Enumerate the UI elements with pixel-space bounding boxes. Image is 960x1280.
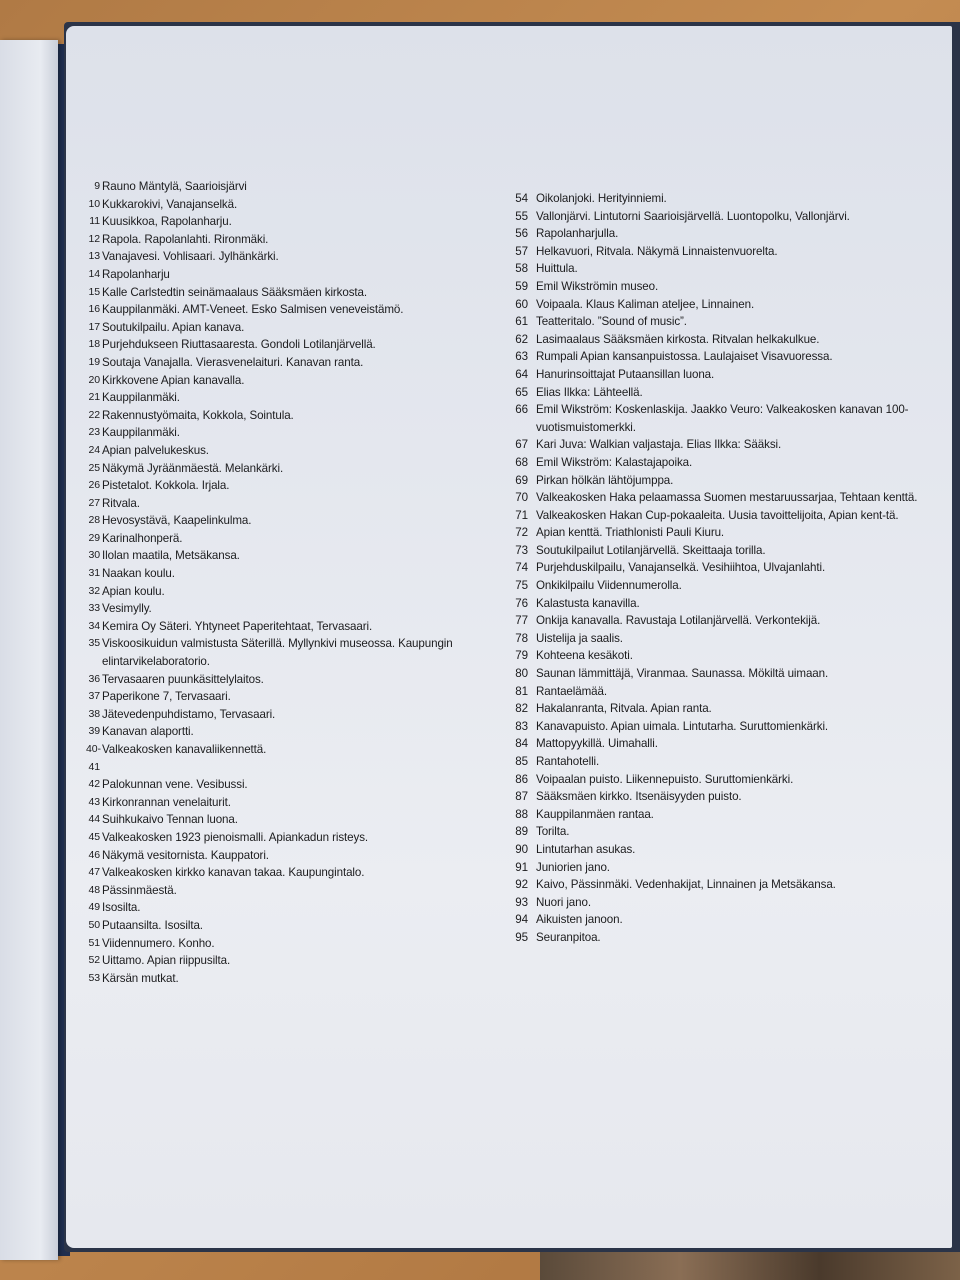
- page-number: 13: [88, 250, 100, 263]
- caption-entry: [86, 301, 506, 319]
- caption-text: Rapola. Rapolanlahti. Rironmäki.: [102, 232, 269, 246]
- page-number: 89: [515, 825, 528, 839]
- caption-text: Suihkukaivo Tennan luona.: [102, 813, 238, 827]
- caption-entry: [512, 331, 932, 349]
- caption-entry: [512, 771, 932, 789]
- caption-text: Vanajavesi. Vohlisaari. Jylhänkärki.: [102, 250, 279, 264]
- page-number: 51: [88, 936, 100, 949]
- caption-text: Ritvala.: [102, 496, 140, 510]
- caption-entry: [86, 776, 506, 794]
- caption-text: Kärsän mutkat.: [102, 971, 179, 985]
- page-number: 93: [515, 895, 528, 909]
- page-number: 18: [88, 338, 100, 351]
- caption-entry: [86, 460, 506, 478]
- caption-entry: [512, 929, 932, 947]
- caption-text: Kirkonrannan venelaiturit.: [102, 795, 231, 809]
- caption-entry: [86, 635, 506, 670]
- page-number: 28: [88, 514, 100, 527]
- page-number: 65: [515, 385, 528, 399]
- caption-entry: [512, 595, 932, 613]
- caption-entry: [512, 735, 932, 753]
- page-number: 43: [88, 795, 100, 808]
- caption-text: Vesimylly.: [102, 602, 152, 616]
- caption-entry: [86, 618, 506, 636]
- caption-text: Purjehdukseen Riuttasaaresta. Gondoli Lotilanjärvellä.: [102, 338, 376, 352]
- page-number: 61: [515, 315, 528, 329]
- caption-entry: [86, 389, 506, 407]
- caption-entry: [512, 700, 932, 718]
- caption-entry: [86, 794, 506, 812]
- page-number: 29: [88, 531, 100, 544]
- page-number: 62: [515, 332, 528, 346]
- caption-text: Soutukilpailu. Apian kanava.: [102, 320, 245, 334]
- caption-entry: [512, 401, 932, 436]
- caption-text: Kari Juva: Walkian valjastaja. Elias Ilkka: Sääksi.: [536, 438, 782, 452]
- caption-entry: [512, 489, 932, 507]
- caption-text: Näkymä vesitornista. Kauppatori.: [102, 848, 269, 862]
- page-number: 52: [88, 954, 100, 967]
- caption-text: Elias Ilkka: Lähteellä.: [536, 385, 643, 399]
- page-number: 39: [88, 725, 100, 738]
- page-number: 82: [515, 702, 528, 716]
- caption-entry: [512, 208, 932, 226]
- caption-entry: [86, 829, 506, 847]
- caption-text: Rauno Mäntylä, Saarioisjärvi: [102, 180, 247, 193]
- caption-entry: [86, 354, 506, 372]
- caption-entry: [512, 507, 932, 525]
- page-number: 72: [515, 526, 528, 540]
- page-number: 48: [88, 883, 100, 896]
- page-number: 17: [88, 320, 100, 333]
- page-number: 63: [515, 350, 528, 364]
- caption-entry: [86, 741, 506, 776]
- caption-entry: [86, 811, 506, 829]
- page-number: 59: [515, 279, 528, 293]
- page-number: 56: [515, 227, 528, 241]
- page-number: 64: [515, 367, 528, 381]
- page-number: 70: [515, 491, 528, 505]
- page-number: 85: [515, 755, 528, 768]
- caption-entry: [86, 935, 506, 953]
- caption-text: Kuusikkoa, Rapolanharju.: [102, 215, 232, 229]
- page-number: 54: [515, 192, 528, 205]
- caption-text: Helkavuori, Ritvala. Näkymä Linnaistenvuorelta.: [536, 244, 778, 258]
- page-number: 71: [515, 508, 528, 522]
- caption-entry: [86, 319, 506, 337]
- caption-entry: [512, 911, 932, 929]
- caption-text: Saunan lämmittäjä, Viranmaa. Saunassa. Mökiltä uimaan.: [536, 667, 829, 681]
- caption-text: Kemira Oy Säteri. Yhtyneet Paperitehtaat, Tervasaari.: [102, 619, 373, 633]
- caption-entry: [512, 859, 932, 877]
- caption-entry: [86, 266, 506, 284]
- caption-text: Apian kenttä. Triathlonisti Pauli Kiuru.: [536, 526, 725, 540]
- caption-entry: [86, 407, 506, 425]
- page-number: 53: [88, 971, 100, 984]
- caption-entry: [512, 313, 932, 331]
- caption-entry: [512, 384, 932, 402]
- caption-text: Onkikilpailu Viidennumerolla.: [536, 579, 682, 593]
- caption-entry: [512, 296, 932, 314]
- caption-entry: [86, 477, 506, 495]
- page-number: 67: [515, 438, 528, 452]
- caption-entry: [512, 260, 932, 278]
- caption-entry: [512, 454, 932, 472]
- caption-text: Pässinmäestä.: [102, 883, 177, 897]
- caption-entry: [512, 894, 932, 912]
- page-number: 21: [88, 391, 100, 404]
- caption-text: Valkeakosken kirkko kanavan takaa. Kaupungintalo.: [102, 866, 365, 880]
- page-number: 32: [88, 584, 100, 597]
- caption-entry: [86, 864, 506, 882]
- caption-text: Vallonjärvi. Lintutorni Saarioisjärvellä. Luontopolku, Vallonjärvi.: [536, 209, 850, 223]
- caption-entry: [512, 577, 932, 595]
- caption-text: Huittula.: [536, 262, 578, 276]
- page-number: 11: [89, 215, 100, 228]
- caption-entry: [86, 196, 506, 214]
- caption-text: Viskoosikuidun valmistusta Säterillä. Myllynkivi museossa. Kaupungin elintarvikelaboratorio.: [102, 637, 456, 669]
- page-number: 73: [515, 543, 528, 557]
- caption-text: Kukkarokivi, Vanajanselkä.: [102, 197, 238, 211]
- page-number: 74: [515, 561, 528, 575]
- page-number: 38: [88, 707, 100, 720]
- caption-text: Palokunnan vene. Vesibussi.: [102, 778, 248, 792]
- caption-text: Rapolanharju: [102, 267, 170, 281]
- caption-text: Rantahotelli.: [536, 755, 600, 768]
- caption-entry: [512, 524, 932, 542]
- caption-text: Hakalanranta, Ritvala. Apian ranta.: [536, 702, 712, 716]
- caption-text: Viidennumero. Konho.: [102, 936, 215, 950]
- left-page-edge: [0, 40, 58, 1260]
- caption-text: Putaansilta. Isosilta.: [102, 918, 203, 932]
- page-number: 57: [515, 244, 528, 258]
- caption-text: Purjehduskilpailu, Vanajanselkä. Vesihiihtoa, Ulvajanlahti.: [536, 561, 826, 575]
- caption-entry: [86, 565, 506, 583]
- caption-text: Pistetalot. Kokkola. Irjala.: [102, 479, 230, 493]
- caption-text: Apian koulu.: [102, 584, 165, 598]
- page-number: 23: [88, 426, 100, 439]
- caption-text: Emil Wikström: Koskenlaskija. Jaakko Veuro: Valkeakosken kanavan 100-vuotismuistomerkki.: [536, 403, 909, 434]
- page-number: 15: [88, 285, 100, 298]
- caption-entry: [512, 472, 932, 490]
- caption-entry: [86, 723, 506, 741]
- page-number: 90: [515, 842, 528, 856]
- caption-text: Seuranpitoa.: [536, 930, 601, 944]
- caption-entry: [86, 899, 506, 917]
- caption-entry: [86, 424, 506, 442]
- caption-text: Rapolanharjulla.: [536, 227, 619, 241]
- caption-text: Rantaelämää.: [536, 684, 607, 698]
- caption-entry: [86, 231, 506, 249]
- page-number: 36: [88, 672, 100, 685]
- page-number: 92: [515, 878, 528, 892]
- caption-text: Voipaala. Klaus Kaliman ateljee, Linnainen.: [536, 297, 755, 311]
- caption-entry: [512, 348, 932, 366]
- caption-text: Lintutarhan asukas.: [536, 842, 636, 856]
- page-number: 81: [515, 684, 528, 698]
- page-number: 94: [515, 913, 528, 927]
- caption-entry: [512, 225, 932, 243]
- caption-text: Kanavapuisto. Apian uimala. Lintutarha. Suruttomienkärki.: [536, 719, 829, 733]
- caption-entry: [86, 583, 506, 601]
- page-number: 20: [88, 373, 100, 386]
- caption-entry: [512, 823, 932, 841]
- caption-text: Kauppilanmäki.: [102, 391, 180, 405]
- caption-text: Kohteena kesäkoti.: [536, 649, 633, 663]
- page-number: 75: [515, 579, 528, 593]
- caption-text: Kauppilanmäen rantaa.: [536, 807, 654, 821]
- page-number: 95: [515, 930, 528, 944]
- caption-entry: [512, 612, 932, 630]
- caption-entry: [86, 688, 506, 706]
- caption-text: Uistelija ja saalis.: [536, 631, 623, 645]
- page-number: 77: [515, 614, 528, 628]
- page-number: 45: [88, 830, 100, 843]
- caption-entry: [86, 336, 506, 354]
- page-number: 46: [88, 848, 100, 861]
- page-number: 19: [88, 355, 100, 368]
- caption-text: Isosilta.: [102, 901, 141, 915]
- page-number: 60: [515, 297, 528, 311]
- page-number: 12: [88, 232, 100, 245]
- page-number: 78: [515, 631, 528, 645]
- caption-entry: [86, 882, 506, 900]
- caption-entry: [86, 442, 506, 460]
- page-number: 26: [88, 479, 100, 492]
- caption-text: Pirkan hölkän lähtöjumppa.: [536, 473, 674, 487]
- page-number: 44: [88, 813, 100, 826]
- caption-text: Kalastusta kanavilla.: [536, 596, 640, 610]
- caption-entry: [86, 495, 506, 513]
- page-number: 25: [88, 461, 100, 474]
- caption-entry: [512, 278, 932, 296]
- caption-text: Valkeakosken 1923 pienoismalli. Apiankadun risteys.: [102, 830, 369, 844]
- page-number: 14: [88, 267, 100, 280]
- page-number: 10: [88, 197, 100, 210]
- page-number: 31: [88, 567, 100, 580]
- caption-text: Kirkkovene Apian kanavalla.: [102, 373, 245, 387]
- page-number: 66: [515, 403, 528, 417]
- caption-entry: [512, 630, 932, 648]
- page-number: 16: [88, 303, 100, 316]
- caption-entry: [86, 178, 506, 196]
- caption-text: Kalle Carlstedtin seinämaalaus Sääksmäen kirkosta.: [102, 285, 368, 299]
- caption-entry: [512, 366, 932, 384]
- caption-entry: [512, 841, 932, 859]
- caption-text: Näkymä Jyräänmäestä. Melankärki.: [102, 461, 284, 475]
- caption-entry: [512, 436, 932, 454]
- page-number: 27: [88, 496, 100, 509]
- page-number: 34: [88, 619, 100, 632]
- caption-entry: [512, 683, 932, 701]
- caption-entry: [512, 665, 932, 683]
- caption-text: Juniorien jano.: [536, 860, 610, 874]
- caption-text: Soutukilpailut Lotilanjärvellä. Skeittaaja torilla.: [536, 543, 766, 557]
- caption-text: Rumpali Apian kansanpuistossa. Laulajaiset Visavuoressa.: [536, 350, 833, 364]
- page-number: 91: [515, 860, 528, 874]
- page-number: 24: [88, 443, 100, 456]
- caption-entry: [86, 530, 506, 548]
- page-number: 84: [515, 737, 528, 751]
- caption-entry: [86, 600, 506, 618]
- caption-text: Hevosystävä, Kaapelinkulma.: [102, 514, 252, 528]
- caption-entry: [512, 542, 932, 560]
- caption-entry: [86, 248, 506, 266]
- caption-text: Emil Wikströmin museo.: [536, 279, 659, 293]
- page-number: 33: [88, 602, 100, 615]
- caption-text: Voipaalan puisto. Liikennepuisto. Suruttomienkärki.: [536, 772, 794, 786]
- page-number: 88: [515, 807, 528, 821]
- caption-entry: [512, 876, 932, 894]
- caption-text: Valkeakosken Hakan Cup-pokaaleita. Uusia tavoittelijoita, Apian kent-tä.: [536, 508, 899, 522]
- caption-text: Jätevedenpuhdistamo, Tervasaari.: [102, 707, 276, 721]
- caption-text: Paperikone 7, Tervasaari.: [102, 690, 231, 704]
- caption-entry: [86, 284, 506, 302]
- page-number: 76: [515, 596, 528, 610]
- caption-text: Torilta.: [536, 825, 570, 839]
- page-number: 9: [94, 180, 100, 192]
- page-number: 80: [515, 667, 528, 681]
- caption-entry: [512, 190, 932, 208]
- caption-text: Soutaja Vanajalla. Vierasvenelaituri. Kanavan ranta.: [102, 355, 364, 369]
- caption-entry: [512, 559, 932, 577]
- page-number: 47: [88, 866, 100, 879]
- caption-text: Lasimaalaus Sääksmäen kirkosta. Ritvalan helkakulkue.: [536, 332, 820, 346]
- caption-entry: [86, 372, 506, 390]
- page-number: 49: [88, 901, 100, 914]
- caption-text: Hanurinsoittajat Putaansillan luona.: [536, 367, 715, 381]
- page-number: 35: [88, 637, 100, 650]
- caption-entry: [512, 806, 932, 824]
- caption-text: Teatteritalo. ”Sound of music”.: [536, 315, 687, 329]
- caption-entry: [86, 706, 506, 724]
- caption-text: Kauppilanmäki.: [102, 426, 180, 440]
- caption-text: Uittamo. Apian riippusilta.: [102, 954, 231, 968]
- caption-entry: [86, 213, 506, 231]
- caption-text: Tervasaaren puunkäsittelylaitos.: [102, 672, 264, 686]
- caption-text: Emil Wikström: Kalastajapoika.: [536, 455, 693, 469]
- caption-text: Naakan koulu.: [102, 567, 175, 581]
- caption-text: Sääksmäen kirkko. Itsenäisyyden puisto.: [536, 790, 742, 804]
- page-number: 22: [88, 408, 100, 421]
- page-number: 42: [88, 778, 100, 791]
- caption-text: Ilolan maatila, Metsäkansa.: [102, 549, 240, 563]
- page-number: 87: [515, 790, 528, 804]
- page-number: 58: [515, 262, 528, 276]
- page-number: 68: [515, 455, 528, 469]
- page-number: 30: [88, 549, 100, 562]
- page-number: 55: [515, 209, 528, 223]
- caption-text: Oikolanjoki. Herityinniemi.: [536, 192, 667, 205]
- caption-entry: [86, 952, 506, 970]
- page-number: 69: [515, 473, 528, 487]
- caption-entry: [86, 512, 506, 530]
- caption-entry: [86, 847, 506, 865]
- caption-text: Onkija kanavalla. Ravustaja Lotilanjärvellä. Verkontekijä.: [536, 614, 821, 628]
- caption-entry: [86, 970, 506, 988]
- page-number: 79: [515, 649, 528, 663]
- photo-captions-right-column: [512, 190, 932, 947]
- page-number: 83: [515, 719, 528, 733]
- caption-entry: [512, 788, 932, 806]
- page-number: 40-41: [86, 743, 101, 773]
- caption-text: Kaivo, Pässinmäki. Vedenhakijat, Linnainen ja Metsäkansa.: [536, 878, 836, 892]
- caption-entry: [86, 917, 506, 935]
- caption-entry: [512, 647, 932, 665]
- photo-captions-left-column: [86, 178, 506, 987]
- caption-text: Apian palvelukeskus.: [102, 443, 209, 457]
- page-number: 50: [88, 918, 100, 931]
- caption-text: Rakennustyömaita, Kokkola, Sointula.: [102, 408, 294, 422]
- caption-text: Valkeakosken kanavaliikennettä.: [102, 743, 267, 756]
- caption-entry: [512, 718, 932, 736]
- caption-entry: [512, 753, 932, 771]
- caption-text: Valkeakosken Haka pelaamassa Suomen mestaruussarjaa, Tehtaan kenttä.: [536, 491, 918, 505]
- caption-text: Kauppilanmäki. AMT-Veneet. Esko Salmisen veneveistämö.: [102, 303, 404, 317]
- caption-text: Kanavan alaportti.: [102, 725, 194, 739]
- page-number: 37: [88, 690, 100, 703]
- caption-text: Mattopyykillä. Uimahalli.: [536, 737, 658, 751]
- caption-entry: [86, 547, 506, 565]
- caption-entry: [86, 671, 506, 689]
- page-number: 86: [515, 772, 528, 786]
- caption-text: Aikuisten janoon.: [536, 913, 623, 927]
- caption-entry: [512, 243, 932, 261]
- caption-text: Karinalhonperä.: [102, 531, 183, 545]
- caption-text: Nuori jano.: [536, 895, 591, 909]
